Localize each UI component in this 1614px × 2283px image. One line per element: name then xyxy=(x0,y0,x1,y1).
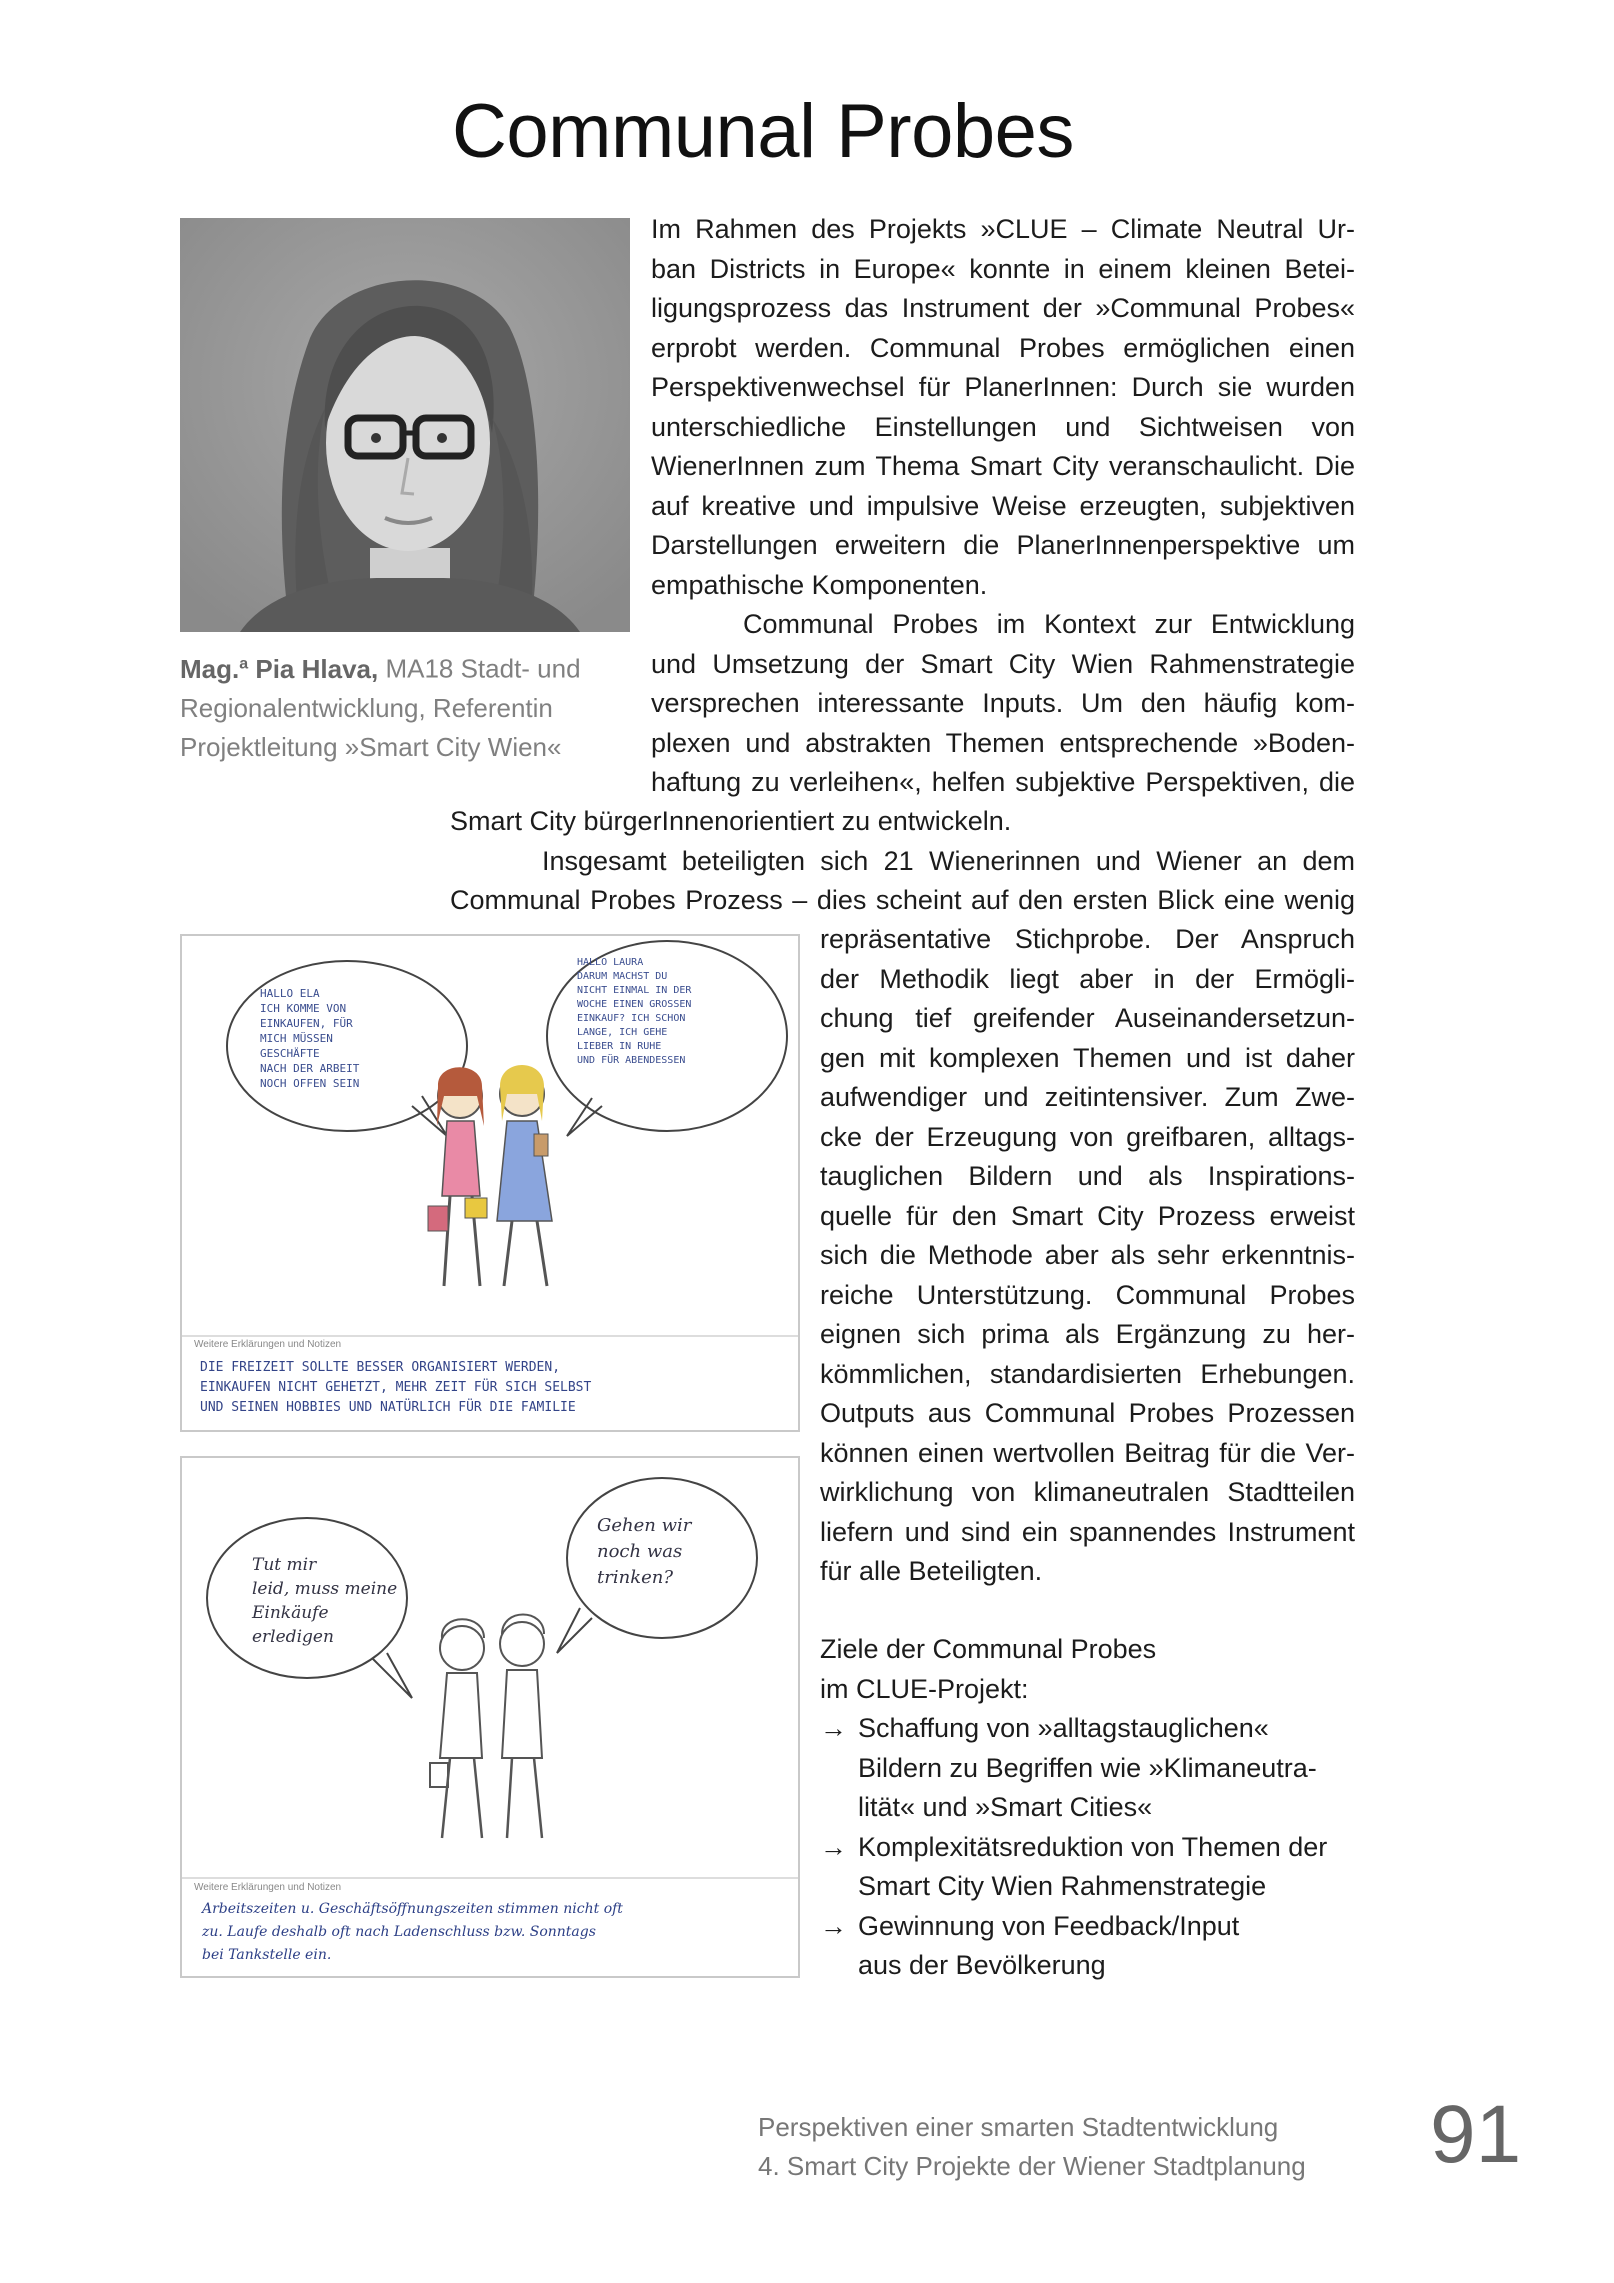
text-line: chung tief greifender Auseinandersetzun- xyxy=(820,1003,1355,1033)
goal-item-line: Komplexitätsreduktion von Themen der xyxy=(858,1831,1328,1862)
text-line: Perspektivenwechsel für PlanerInnen: Durch sie wurden xyxy=(651,372,1355,402)
goals-heading-line1: Ziele der Communal Probes xyxy=(820,1634,1157,1664)
footer-line2: 4. Smart City Projekte der Wiener Stadtplanung xyxy=(758,2151,1306,2181)
text-line: der Methodik liegt aber in der Ermögli- xyxy=(820,963,1355,994)
goal-item xyxy=(820,1709,1360,1828)
text-line: für alle Beteiligten. xyxy=(820,1556,1043,1586)
bubble-right-text-2: Gehen wir noch was trinken? xyxy=(597,1515,692,1588)
comic-figure-1 xyxy=(180,934,800,1432)
goal-item-line: Schaffung von »alltagstauglichen« xyxy=(858,1713,1269,1743)
portrait-photo xyxy=(180,218,630,632)
text-line: können einen wertvollen Beitrag für die Ver- xyxy=(820,1437,1355,1468)
text-line: auf kreative und impulsive Weise erzeugten, subjektiven xyxy=(651,490,1355,521)
text-line: haftung zu verleihen«, helfen subjektive Perspektiven, die xyxy=(651,767,1355,797)
goal-item-line: aus der Bevölkerung xyxy=(858,1950,1106,1980)
text-line: Im Rahmen des Projekts »CLUE – Climate Neutral Ur- xyxy=(651,214,1355,244)
goal-item-line: lität« und »Smart Cities« xyxy=(858,1792,1153,1822)
text-line: unterschiedliche Einstellungen und Sichtweisen von xyxy=(651,411,1355,442)
bubble-left-text-2: Tut mir leid, muss meine Einkäufe erledigen xyxy=(252,1555,398,1647)
page-title: Communal Probes xyxy=(452,89,1074,174)
bubble-right-text-1: HALLO LAURA DARUM MACHST DU NICHT EINMAL IN DER WOCHE EINEN GROSSEN EINKAUF? ICH SCHON LANGE, ICH GEHE LIEBER IN RUHE UND FÜR ABENDESSEN xyxy=(577,957,692,1066)
text-line: Insgesamt beteiligten sich 21 Wienerinnen und Wiener an dem xyxy=(542,845,1355,876)
goal-item-line: Bildern zu Begriffen wie »Klimaneutra- xyxy=(858,1752,1317,1783)
right-paragraph xyxy=(820,920,1355,1592)
comic-figure-2 xyxy=(180,1456,800,1978)
portrait-illustration xyxy=(180,218,630,632)
text-line: wirklichung von klimaneutralen Stadtteilen xyxy=(820,1477,1355,1507)
text-line: kömmlichen, standardisierten Erhebungen. xyxy=(820,1358,1355,1389)
text-line: ban Districts in Europe« konnte in einem kleinen Betei- xyxy=(651,253,1355,284)
text-line: gen mit komplexen Themen und ist daher xyxy=(820,1042,1355,1073)
text-line: Darstellungen erweitern die PlanerInnenperspektive um xyxy=(651,530,1355,560)
arrow-right-icon: → xyxy=(820,1831,847,1862)
text-line: Smart City bürgerInnenorientiert zu entwickeln. xyxy=(450,806,1012,836)
text-line: erprobt werden. Communal Probes ermöglichen einen xyxy=(651,332,1355,363)
text-line: und Umsetzung der Smart City Wien Rahmenstrategie xyxy=(651,648,1355,679)
text-line: versprechen interessante Inputs. Um den häufig kom- xyxy=(651,688,1355,718)
goal-item-line: Gewinnung von Feedback/Input xyxy=(858,1910,1240,1941)
portrait-caption: Mag.$^a$ Pia Hlava, MA18 Stadt- und Regionalentwicklung, Referentin Projektleitung »Smart City Wien« xyxy=(180,653,581,762)
page-number: 91 xyxy=(1430,2089,1522,2180)
text-line: Outputs aus Communal Probes Prozessen xyxy=(820,1398,1355,1428)
text-line: empathische Komponenten. xyxy=(651,569,988,600)
intro-paragraph xyxy=(651,210,1355,803)
footer-line1: Perspektiven einer smarten Stadtentwicklung xyxy=(758,2112,1279,2142)
bubble-left-text-1: HALLO ELA ICH KOMME VON EINKAUFEN, FÜR MICH MÜSSEN GESCHÄFTE NACH DER ARBEIT NOCH OFFEN SEIN xyxy=(260,987,360,1090)
text-line: aufwendiger und zeitintensiver. Zum Zwe- xyxy=(820,1082,1355,1112)
notes-label-1: Weitere Erklärungen und Notizen xyxy=(194,1339,342,1350)
text-line: WienerInnen zum Thema Smart City veranschaulicht. Die xyxy=(651,451,1355,481)
notes-label-2: Weitere Erklärungen und Notizen xyxy=(194,1882,342,1893)
arrow-right-icon: → xyxy=(820,1713,847,1743)
text-line: plexen und abstrakten Themen entsprechende »Boden- xyxy=(651,727,1355,758)
text-line: eignen sich prima als Ergänzung zu her- xyxy=(820,1319,1355,1349)
text-line: sich die Methode aber als sehr erkenntnis- xyxy=(820,1240,1355,1270)
notes-text-1: DIE FREIZEIT SOLLTE BESSER ORGANISIERT WERDEN, EINKAUFEN NICHT GEHETZT, MEHR ZEIT FÜR SICH SELBST UND SEINEN HOBBIES UND NATÜRLICH FÜR DIE FAMILIE xyxy=(200,1360,592,1415)
text-line: repräsentative Stichprobe. Der Anspruch xyxy=(820,924,1355,954)
goal-item-line: Smart City Wien Rahmenstrategie xyxy=(858,1871,1267,1901)
wide-paragraph xyxy=(450,802,1355,921)
notes-text-2: Arbeitszeiten u. Geschäftsöffnungszeiten stimmen nicht oft zu. Laufe deshalb oft nach Ladenschluss bzw. Sonntags bei Tankstelle ein. xyxy=(202,1901,623,1963)
text-line: quelle für den Smart City Prozess erweist xyxy=(820,1200,1355,1231)
text-line: liefern und sind ein spannendes Instrument xyxy=(820,1516,1355,1547)
text-line: cke der Erzeugung von greifbaren, alltags- xyxy=(820,1121,1355,1152)
goals-list xyxy=(820,1630,1360,1986)
goal-item xyxy=(820,1828,1360,1907)
text-line: ligungsprozess das Instrument der »Communal Probes« xyxy=(651,293,1355,323)
goal-item xyxy=(820,1907,1360,1986)
text-line: Communal Probes Prozess – dies scheint auf den ersten Blick eine wenig xyxy=(450,885,1355,915)
goals-heading-line2: im CLUE-Projekt: xyxy=(820,1673,1029,1704)
text-line: Communal Probes im Kontext zur Entwicklung xyxy=(743,609,1355,639)
text-line: reiche Unterstützung. Communal Probes xyxy=(820,1279,1355,1310)
footer xyxy=(758,2108,1306,2186)
text-line: tauglichen Bildern und als Inspirations- xyxy=(820,1161,1355,1191)
arrow-right-icon: → xyxy=(820,1910,847,1941)
